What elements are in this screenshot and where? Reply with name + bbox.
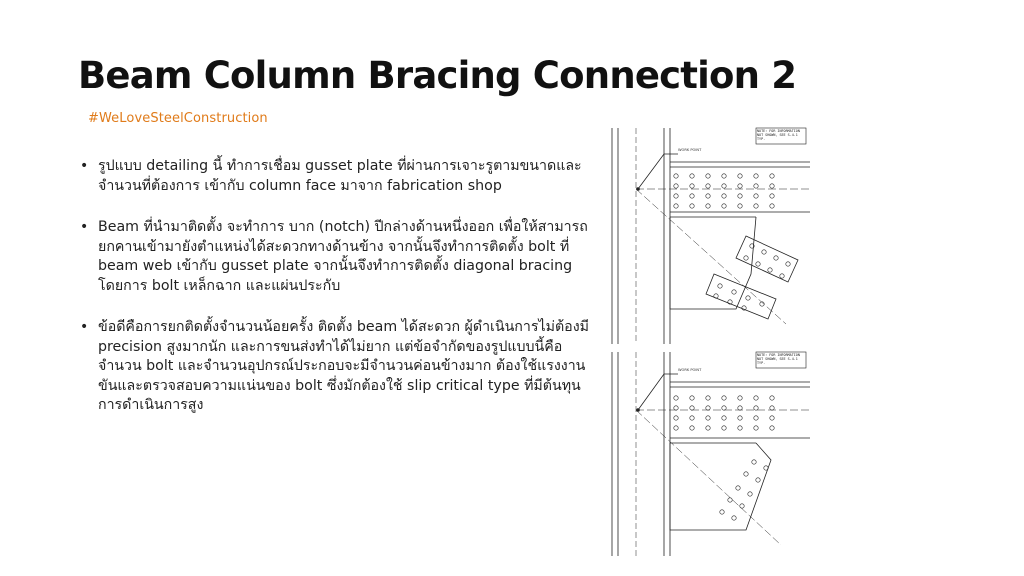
hashtag-label: #WeLoveSteelConstruction (88, 111, 268, 126)
drawing-bottom-svg (606, 350, 810, 556)
slide-title: Beam Column Bracing Connection 2 (78, 54, 797, 97)
connection-drawing-top (606, 124, 810, 344)
note-box-top: NOTE: FOR INFORMATION NOT SHOWN, SEE S-4.1 TYP. (757, 129, 800, 141)
note-box-bottom: NOTE: FOR INFORMATION NOT SHOWN, SEE S-4.1 TYP. (757, 353, 800, 365)
work-point-label-top: WORK POINT (678, 148, 702, 152)
bullet-dot-icon: • (80, 158, 89, 174)
bullet-item-2 (78, 218, 598, 296)
bullet-item-3 (78, 318, 598, 416)
connection-drawing-bottom (606, 350, 810, 556)
bullet-item-1 (78, 157, 598, 196)
bullet-dot-icon: • (80, 319, 89, 335)
bullet-text-1: รูปแบบ detailing นี้ ทำการเชื่อม gusset plate ที่ผ่านการเจาะรูตามขนาดและจำนวนที่ต้องการ เข้ากับ column face มาจาก fabrication shop (98, 158, 582, 194)
drawing-top-svg (606, 124, 810, 344)
work-point-label-bottom: WORK POINT (678, 368, 702, 372)
bullet-text-3: ข้อดีคือการยกติดตั้งจำนวนน้อยครั้ง ติดตั้ง beam ได้สะดวก ผู้ดำเนินการไม่ต้องมี precision สูงมากนัก และการขนส่งทำได้ไม่ยาก แต่ข้อจำกัดของรูปแบบนี้คือ จำนวน bolt และจำนวนอุปกรณ์ประกอบจะมีจำนวนค่อนข้างมาก ต้องใช้แรงงานขันและตรวจสอบความแน่นของ bolt ซึ่งมักต้องใช้ slip critical type ที่มีต้นทุนการดำเนินการสูง (98, 319, 589, 413)
bullet-text-2: Beam ที่นำมาติดตั้ง จะทำการ บาก (notch) ปีกล่างด้านหนึ่งออก เพื่อให้สามารถ ยกคานเข้ามายังตำแหน่งได้สะดวกทางด้านข้าง จากนั้นจึงทำการติดตั้ง bolt ที่ beam web เข้ากับ gusset plate จากนั้นจึงทำการติดตั้ง diagonal bracing โดยการ bolt เหล็กฉาก และแผ่นประกับ (98, 219, 588, 294)
bullet-dot-icon: • (80, 219, 89, 235)
bullet-list (78, 157, 598, 438)
